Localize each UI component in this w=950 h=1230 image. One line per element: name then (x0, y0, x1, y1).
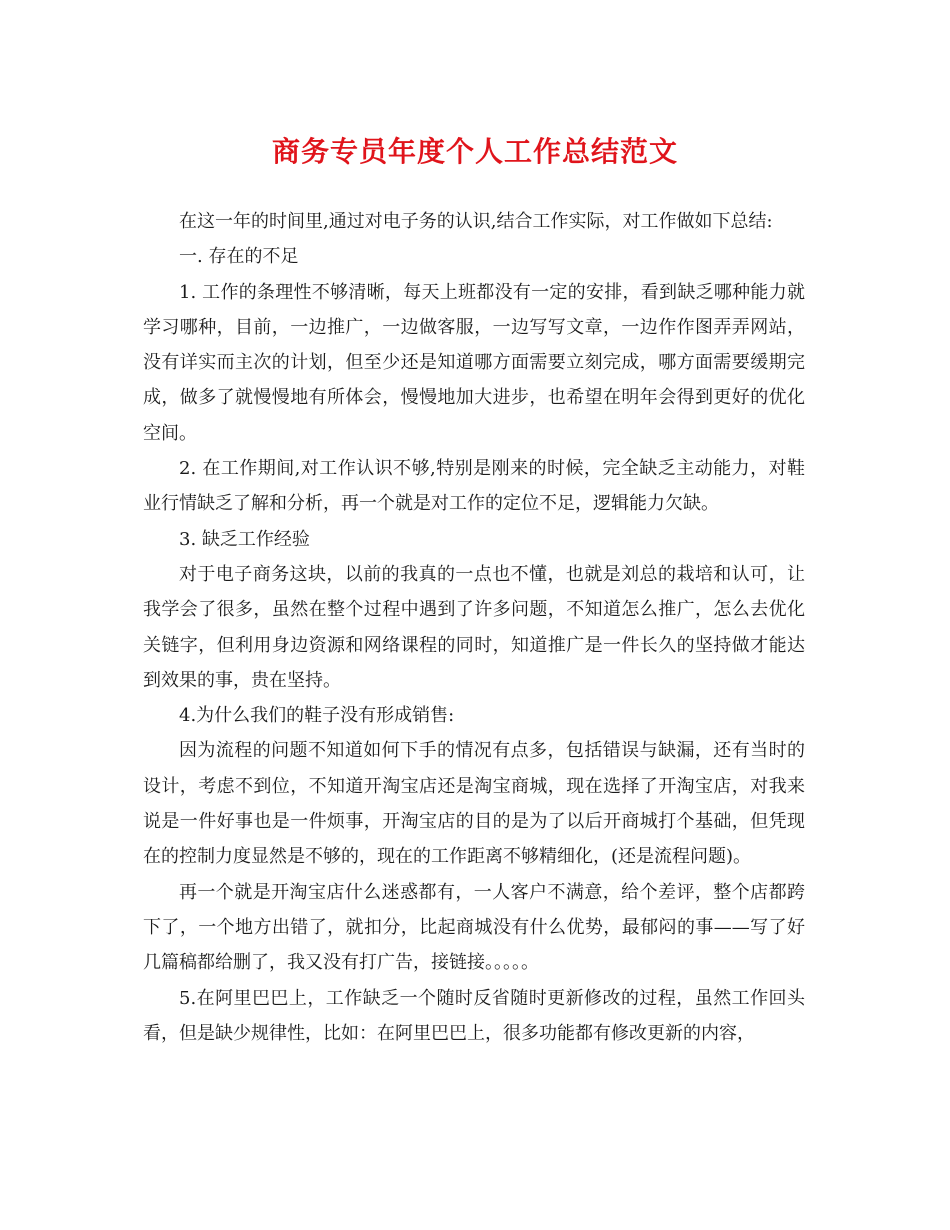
paragraph-item-2: 2. 在工作期间,对工作认识不够,特别是刚来的时候，完全缺乏主动能力，对鞋业行情缺乏了解和分析，再一个就是对工作的定位不足，逻辑能力欠缺。 (143, 458, 805, 515)
document-title: 商务专员年度个人工作总结范文 (271, 135, 678, 168)
document-body (143, 204, 805, 1051)
paragraph-item-3-heading: 3. 缺乏工作经验 (179, 528, 310, 550)
paragraph-item-5: 5.在阿里巴巴上，工作缺乏一个随时反省随时更新修改的过程，虽然工作回头看，但是缺少规律性，比如：在阿里巴巴上，很多功能都有修改更新的内容， (143, 987, 805, 1044)
paragraph-item-4-heading: 4.为什么我们的鞋子没有形成销售: (179, 705, 455, 727)
paragraph-item-1: 1. 工作的条理性不够清晰，每天上班都没有一定的安排，看到缺乏哪种能力就学习哪种，目前，一边推广，一边做客服，一边写写文章，一边作作图弄弄网站，没有详实而主次的计划，但至少还是知道哪方面需要立刻完成，哪方面需要缓期完成，做多了就慢慢地有所体会，慢慢地加大进步，也希望在明年会得到更好的优化空间。 (143, 281, 805, 444)
paragraph-taobao: 再一个就是开淘宝店什么迷惑都有，一人客户不满意，给个差评，整个店都跨下了，一个地方出错了，就扣分，比起商城没有什么优势，最郁闷的事——写了好几篇稿都给删了，我又没有打广告，接链接。。。。。 (143, 881, 805, 974)
paragraph-intro: 在这一年的时间里,通过对电子务的认识,结合工作实际，对工作做如下总结: (179, 211, 773, 232)
section-heading-shortcomings: 一. 存在的不足 (179, 246, 299, 268)
paragraph-process: 因为流程的问题不知道如何下手的情况有点多，包括错误与缺漏，还有当时的设计，考虑不到位，不知道开淘宝店还是淘宝商城，现在选择了开淘宝店，对我来说是一件好事也是一件烦事，开淘宝店的目的是为了以后开商城打个基础，但凭现在的控制力度显然是不够的，现在的工作距离不够精细化，(还是流程问题)。 (143, 740, 805, 868)
paragraph-experience: 对于电子商务这块，以前的我真的一点也不懂，也就是刘总的栽培和认可，让我学会了很多，虽然在整个过程中遇到了许多问题，不知道怎么推广，怎么去优化关链字，但利用身边资源和网络课程的同时，知道推广是一件长久的坚持做才能达到效果的事，贵在坚持。 (143, 563, 805, 691)
